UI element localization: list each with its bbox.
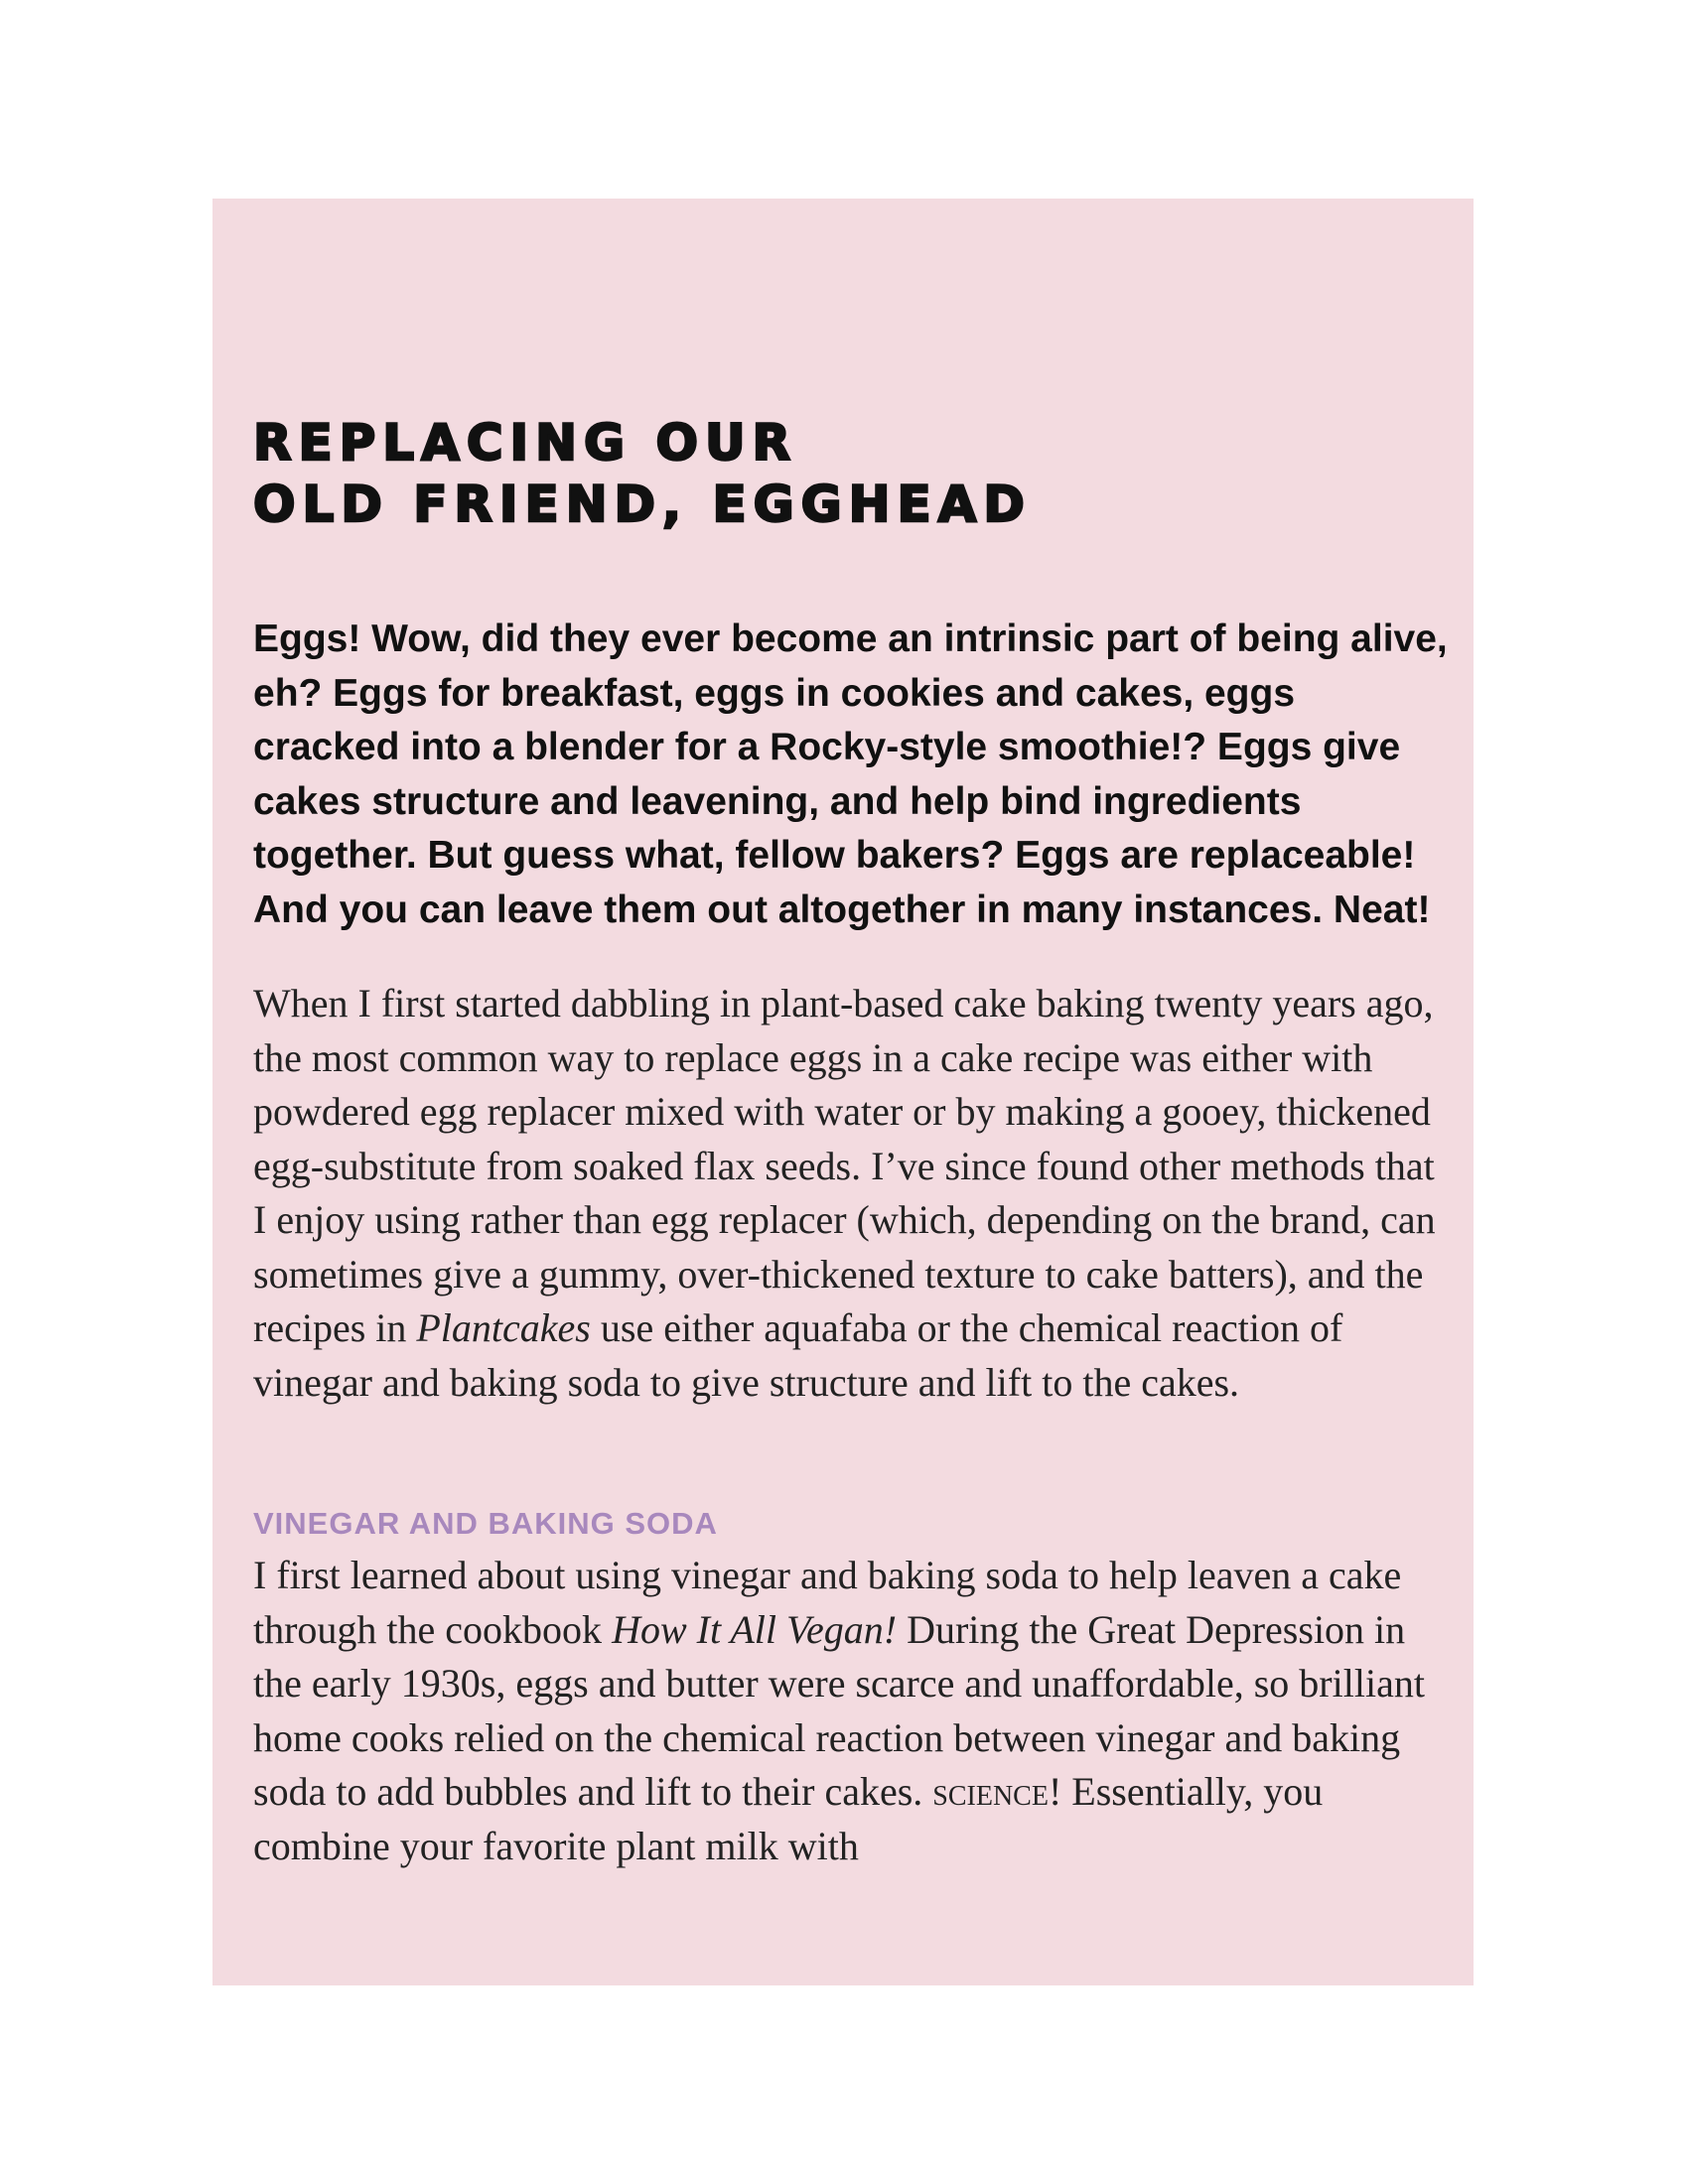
subheading-vinegar-baking-soda: VINEGAR AND BAKING SODA: [253, 1506, 718, 1541]
section-title-line-2: OLD FRIEND, EGGHEAD: [253, 476, 1032, 533]
body-paragraph-1-text-a: When I first started dabbling in plant-based cake baking twenty years ago, the most common way to replace eggs in a cake recipe was either with powdered egg replacer mixed with water or by making a gooey, thickened egg-substitute from soaked flax seeds. I’ve since found other methods that I enjoy using rather than egg replacer (which, depending on the brand, can sometimes give a gummy, over-thickened texture to cake batters), and the recipes in: [253, 981, 1436, 1350]
body-paragraph-1: [253, 977, 1450, 1410]
page-content: [253, 412, 1450, 1873]
body-paragraph-2: [253, 1549, 1450, 1873]
body-paragraph-2-text-c: ! Essentially, you combine your favorite plant milk with: [253, 1769, 1324, 1868]
book-title-plantcakes: Plantcakes: [416, 1305, 591, 1350]
intro-paragraph: Eggs! Wow, did they ever become an intrinsic part of being alive, eh? Eggs for breakfast, eggs in cookies and cakes, eggs cracked into a blender for a Rocky-style smoothie!? Eggs give cakes structure and leavening, and help bind ingredients together. But guess what, fellow bakers? Eggs are replaceable! And you can leave them out altogether in many instances. Neat!: [253, 617, 1448, 931]
section-title: [253, 412, 1450, 535]
science-word: science: [932, 1769, 1049, 1814]
body-paragraph-2-text-b: During the Great Depression in the early 1930s, eggs and butter were scarce and unaffordable, so brilliant home cooks relied on the chemical reaction between vinegar and baking soda to add bubbles and lift to their cakes.: [253, 1606, 1425, 1814]
body-paragraph-1-text-b: use either aquafaba or the chemical reaction of vinegar and baking soda to give structure and lift to the cakes.: [253, 1305, 1343, 1405]
pink-content-panel: [212, 199, 1474, 1985]
section-title-line-1: REPLACING OUR: [253, 414, 798, 472]
book-title-how-it-all-vegan: How It All Vegan!: [612, 1606, 898, 1652]
body-paragraph-2-text-a: I first learned about using vinegar and baking soda to help leaven a cake through the cookbook: [253, 1553, 1402, 1652]
